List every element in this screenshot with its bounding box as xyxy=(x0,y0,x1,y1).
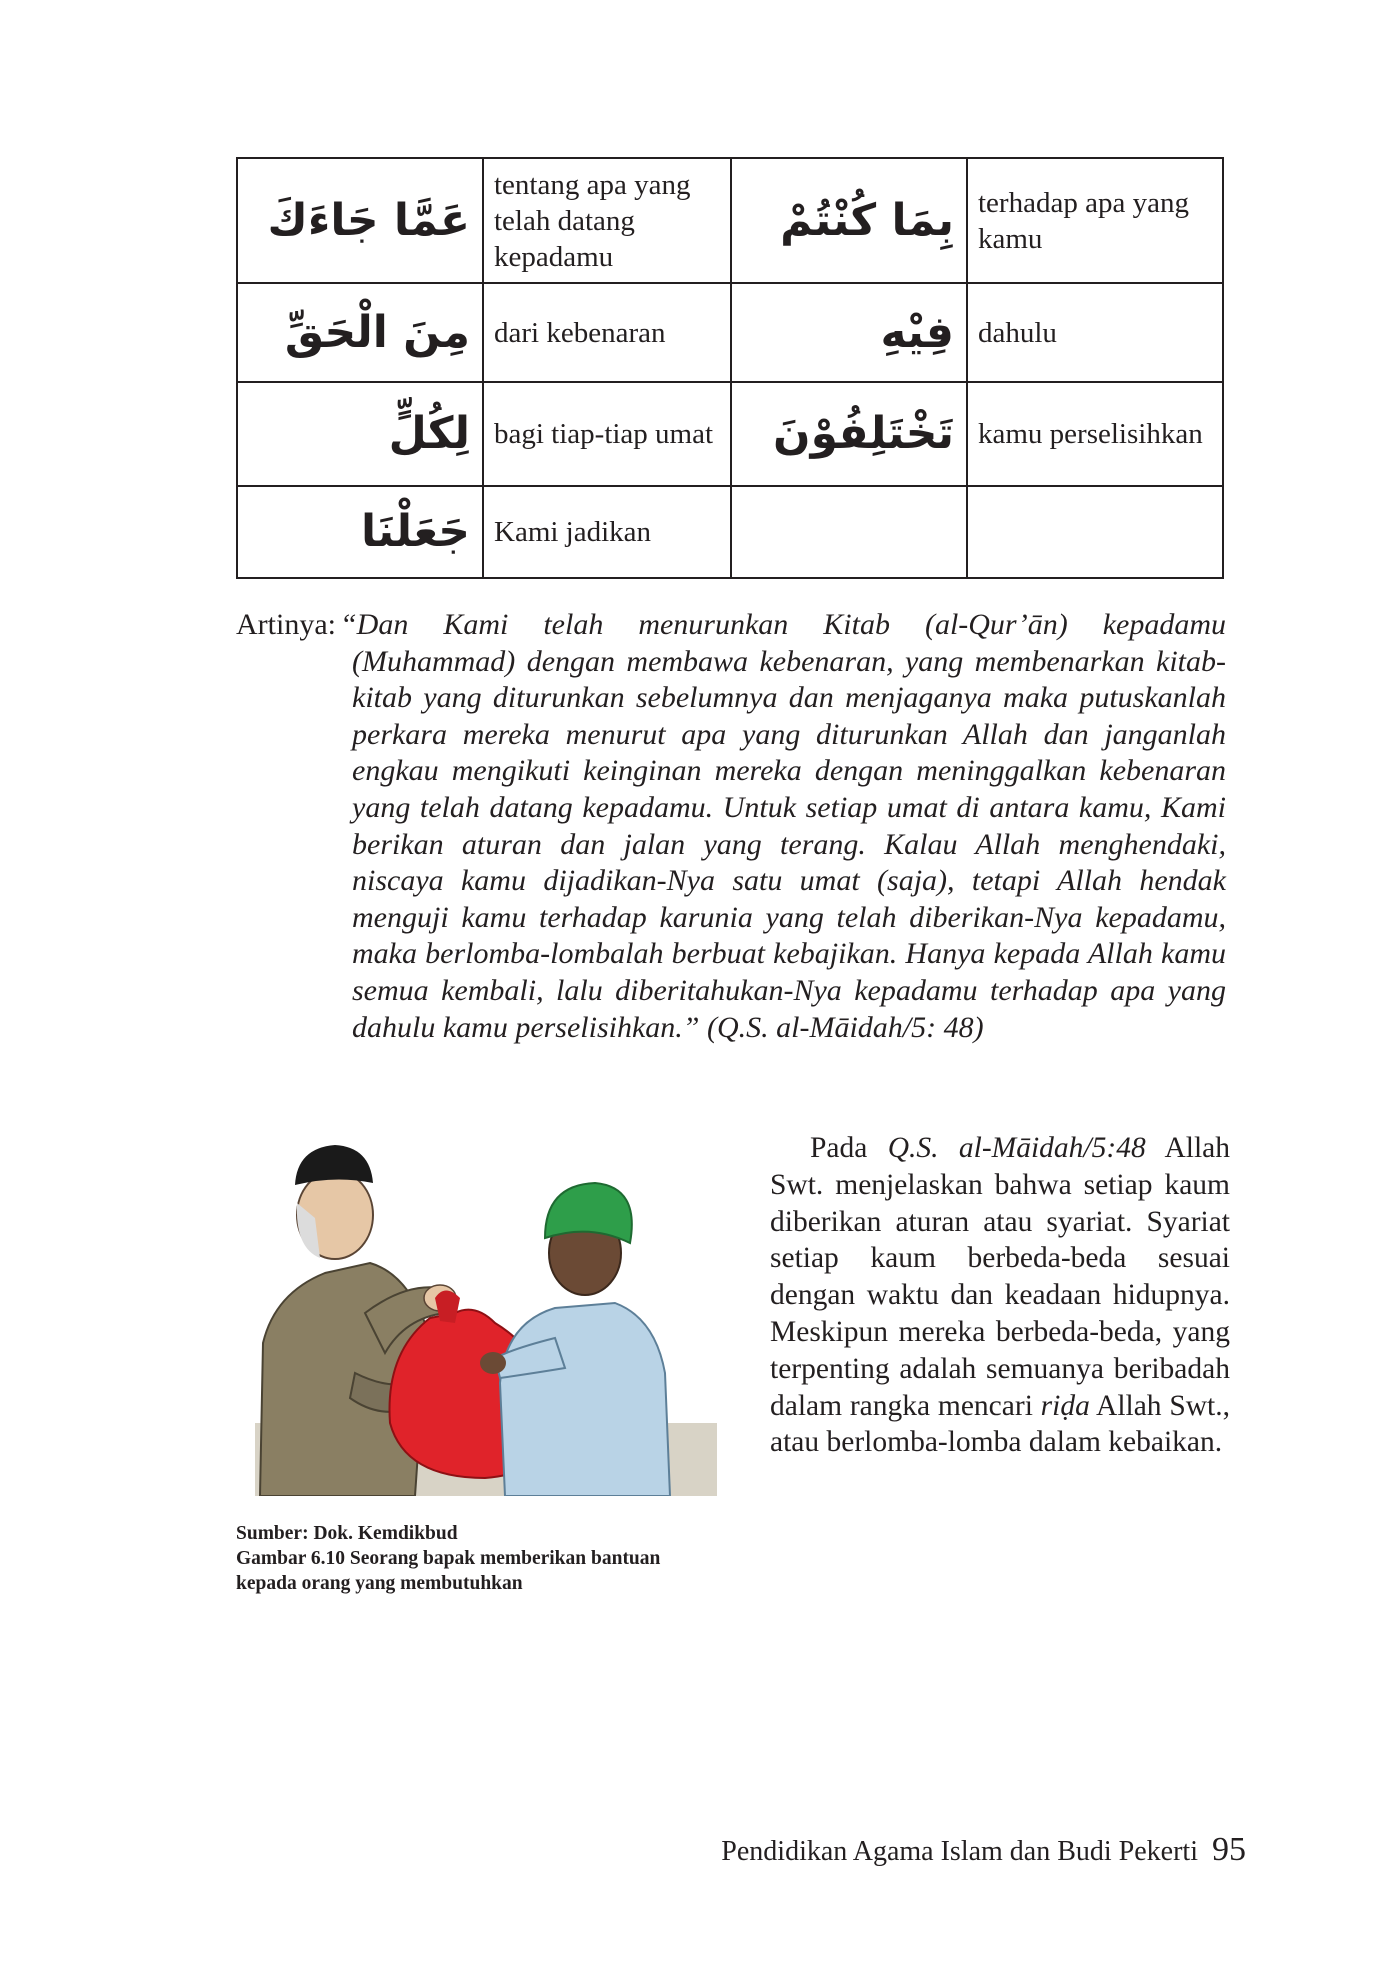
page-number: 95 xyxy=(1212,1831,1246,1868)
translation-label: Artinya: xyxy=(236,608,336,641)
rida-term: riḍa xyxy=(1040,1389,1090,1422)
word-meaning: terhadap apa yang kamu xyxy=(967,158,1223,283)
vocabulary-table xyxy=(236,157,1224,579)
arabic-word: عَمَّا جَاءَكَ xyxy=(237,158,483,283)
table-row xyxy=(237,382,1223,486)
paragraph-text: Pada xyxy=(810,1132,888,1164)
paragraph-text: Allah Swt., atau berlomba-lomba dalam kebaikan. xyxy=(770,1389,1230,1459)
table-row xyxy=(237,158,1223,283)
figure-source: Sumber: Dok. Kemdikbud xyxy=(236,1523,458,1544)
arabic-word: تَخْتَلِفُوْنَ xyxy=(731,382,967,486)
paragraph-text: Allah Swt. menjelaskan bahwa setiap kaum diberikan aturan atau syariat. Syariat setiap kaum berbeda-beda sesuai dengan waktu dan keadaan hidupnya. Meskipun mereka berbeda-beda, yang terpenting adalah semuanya beribadah dalam rangka mencari xyxy=(770,1132,1230,1422)
figure-caption-line: Gambar 6.10 Seorang bapak memberikan bantuan xyxy=(236,1548,661,1569)
arabic-word: لِكُلٍّ xyxy=(237,382,483,486)
word-meaning: tentang apa yang telah datang kepadamu xyxy=(483,158,731,283)
word-meaning xyxy=(967,486,1223,578)
young-man-robe xyxy=(500,1303,670,1496)
arabic-word xyxy=(731,486,967,578)
arabic-word: فِيْهِ xyxy=(731,283,967,382)
surah-reference: Q.S. al-Māidah/5:48 xyxy=(887,1132,1146,1164)
book-title: Pendidikan Agama Islam dan Budi Pekerti xyxy=(721,1836,1198,1867)
translation-block xyxy=(236,607,1226,1046)
illustration-giving-help xyxy=(255,1123,717,1496)
arabic-word: بِمَا كُنْتُمْ xyxy=(731,158,967,283)
figure-caption xyxy=(236,1521,756,1596)
word-meaning: dari kebenaran xyxy=(483,283,731,382)
explanation-paragraph xyxy=(770,1130,1230,1461)
word-meaning: dahulu xyxy=(967,283,1223,382)
word-meaning: Kami jadikan xyxy=(483,486,731,578)
translation-text: “Dan Kami telah menurunkan Kitab (al-Qur’ān) kepadamu (Muhammad) dengan membawa kebenaran, yang membenarkan kitab-kitab yang diturunkan sebelumnya dan menjaganya maka putuskanlah perkara mereka menurut apa yang diturunkan Allah dan janganlah engkau mengikuti keinginan mereka dengan meninggalkan kebenaran yang telah datang kepadamu. Untuk setiap umat di antara kamu, Kami berikan aturan dan jalan yang terang. Kalau Allah menghendaki, niscaya kamu dijadikan-Nya satu umat (saja), tetapi Allah hendak menguji kamu terhadap karunia yang telah diberikan-Nya kepadamu, maka berlomba-lombalah berbuat kebajikan. Hanya kepada Allah kamu semua kembali, lalu diberitahukan-Nya kepadamu terhadap apa yang dahulu kamu perselisihkan.” (Q.S. al-Māidah/5: 48) xyxy=(340,608,1226,1044)
black-cap xyxy=(295,1145,373,1185)
table-row xyxy=(237,283,1223,382)
figure-caption-line: kepada orang yang membutuhkan xyxy=(236,1573,523,1594)
page-footer xyxy=(721,1832,1246,1870)
arabic-word: جَعَلْنَا xyxy=(237,486,483,578)
word-meaning: kamu perselisihkan xyxy=(967,382,1223,486)
table-row xyxy=(237,486,1223,578)
young-man-hand xyxy=(480,1352,506,1374)
arabic-word: مِنَ الْحَقِّ xyxy=(237,283,483,382)
word-meaning: bagi tiap-tiap umat xyxy=(483,382,731,486)
